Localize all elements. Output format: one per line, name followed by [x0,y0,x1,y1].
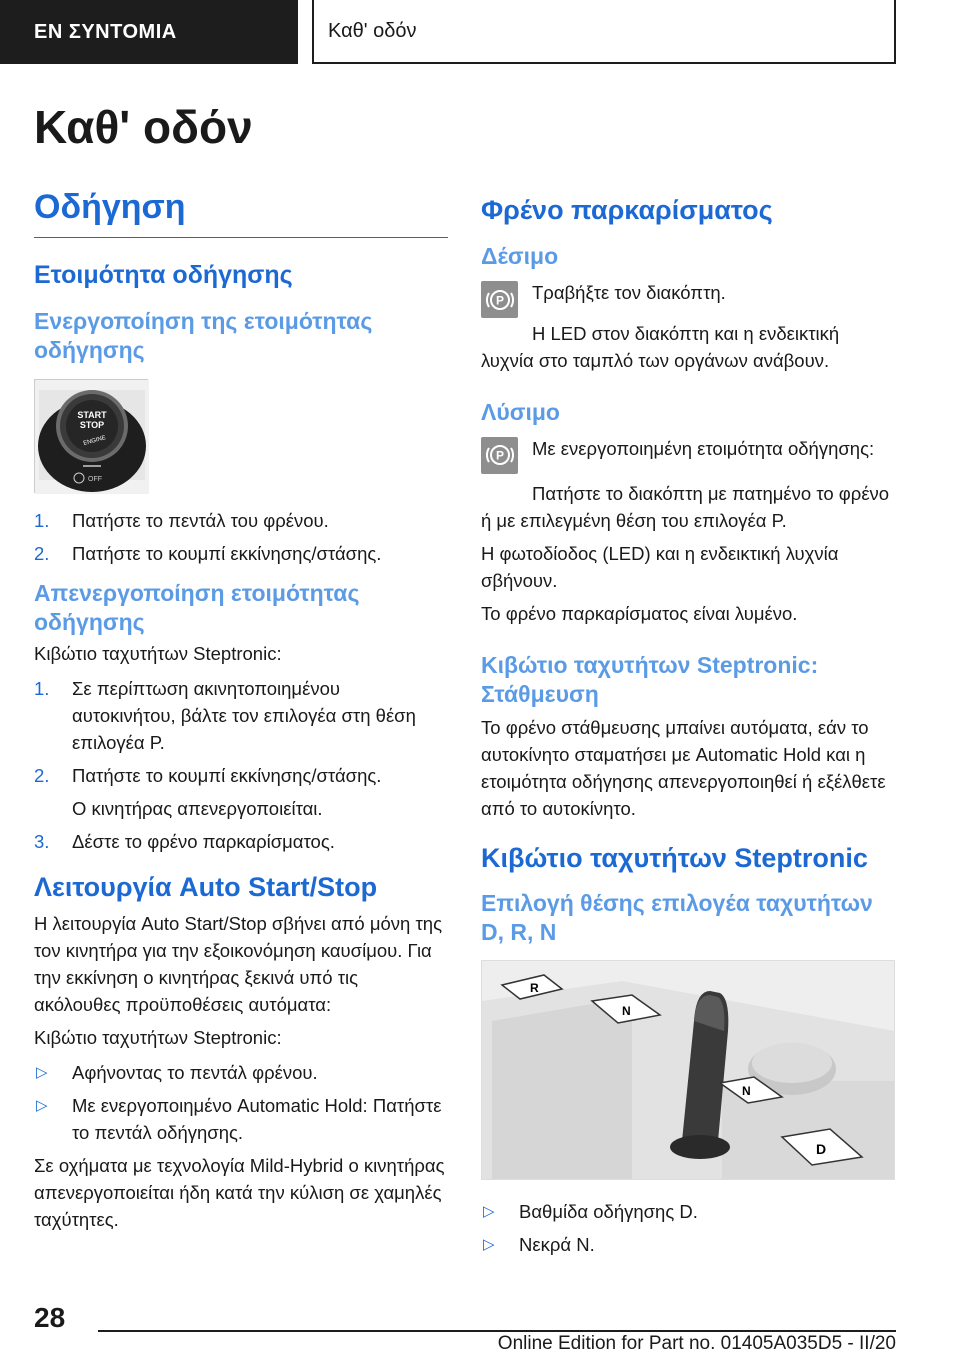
mild-hybrid-note: Σε οχήματα με τεχνολογία Mild-Hybrid ο κινητήρας απενεργοποιείται ήδη κατά την κύλιση σε χαμηλές ταχύτητες. [34,1154,445,1230]
triangle-bullet-icon: ▷ [36,1063,48,1081]
triangle-bullet-icon: ▷ [483,1203,495,1221]
heading-activate-readiness: Ενεργοποίηση της ετοιμότητας οδήγησης [34,308,373,363]
section-heading-driving: Οδήγηση [34,188,448,238]
steptronic-parking-text: Το φρένο στάθμευσης μπαίνει αυτόματα, εάν το αυτοκίνητο σταματήσει με Automatic Hold και η ετοιμότητα οδήγησης απενεργοποιηθεί ή εξέλθετε από το αυτοκίνητο. [481,717,886,820]
step-text: Δέστε το φρένο παρκαρίσματος. [72,831,335,853]
stop-label: STOP [79,419,105,430]
apply-instruction: Τραβήξτε τον διακόπτη. [532,282,726,304]
heading-deactivate-readiness: Απενεργοποίηση ετοιμότητας οδήγησης [34,579,360,635]
list-item [34,1059,448,1086]
start-label: START [77,409,107,420]
off-label: OFF [88,475,102,483]
release-state: Το φρένο παρκαρίσματος είναι λυμένο. [481,602,798,624]
footer-divider [98,1330,896,1332]
deactivate-steps [34,675,448,789]
heading-parking-brake: Φρένο παρκαρίσματος [481,195,773,225]
auto-start-conditions [34,1059,448,1146]
list-item [34,540,448,567]
release-condition: Με ενεργοποιημένη ετοιμότητα οδήγησης: [532,437,875,459]
step-number: 1. [34,509,50,531]
step-text: Πατήστε το κουμπί εκκίνησης/στάσης. [72,765,382,787]
apply-row [481,279,895,318]
page-number: 28 [34,1302,66,1333]
bullet-text: Νεκρά N. [519,1234,595,1256]
heading-apply: Δέσιμο [481,243,559,270]
deactivate-step-note: Ο κινητήρας απενεργοποιείται. [72,798,323,820]
parking-brake-icon [481,437,518,474]
gear-label-d: D [816,1141,827,1158]
gear-label-n-top: N [622,1004,631,1019]
gear-label-n-bottom: N [742,1084,751,1099]
start-stop-button-image [34,379,148,493]
left-column [34,188,448,1233]
bullet-text: Με ενεργοποιημένο Automatic Hold: Πατήστε το πεντάλ οδήγησης. [72,1094,442,1143]
release-row [481,435,895,474]
deactivate-intro: Κιβώτιο ταχυτήτων Steptronic: [34,643,282,665]
heading-auto-start-stop: Λειτουργία Auto Start/Stop [34,872,378,903]
page-title: Καθ' οδόν [34,101,253,153]
bullet-text: Αφήνοντας το πεντάλ φρένου. [72,1061,318,1083]
step-number: 3. [34,831,50,853]
step-number: 2. [34,765,50,787]
svg-text:P: P [495,448,504,463]
activate-steps [34,507,448,567]
triangle-bullet-icon: ▷ [483,1236,495,1254]
header-section-label: ΕΝ ΣΥΝΤΟΜΙΑ [34,20,177,43]
list-item [481,1231,895,1258]
heading-steptronic-parking: Κιβώτιο ταχυτήτων Steptronic: Στάθμευση [481,651,819,707]
step-text: Σε περίπτωση ακινητοποιημένου αυτοκινήτου, βάλτε τον επιλογέα στη θέση επιλογέα P. [72,678,416,754]
header-chapter-tab [312,0,896,64]
footer-edition: Online Edition for Part no. 01405A035D5 - II/20 [497,1333,896,1354]
svg-text:P: P [495,293,504,308]
right-column [481,194,895,1264]
bullet-text: Βαθμίδα οδήγησης D. [519,1201,698,1223]
deactivate-steps-cont [34,828,448,855]
gear-label-r: R [530,981,539,996]
list-item [34,828,448,855]
release-led-note: Η φωτοδίοδος (LED) και η ενδεικτική λυχνία σβήνουν. [481,542,839,591]
list-item [34,1092,448,1146]
step-number: 2. [34,542,50,564]
list-item [34,675,448,756]
heading-select-position: Επιλογή θέσης επιλογέα ταχυτήτων D, R, N [481,889,873,945]
heading-drive-readiness: Ετοιμότητα οδήγησης [34,261,293,289]
step-text: Πατήστε το κουμπί εκκίνησης/στάσης. [72,542,382,564]
triangle-bullet-icon: ▷ [36,1096,48,1114]
apply-led-note: Η LED στον διακόπτη και η ενδεικτική λυχνία στο ταμπλό των οργάνων ανάβουν. [481,323,840,372]
step-text: Πατήστε το πεντάλ του φρένου. [72,509,329,531]
heading-release: Λύσιμο [481,399,560,426]
heading-steptronic: Κιβώτιο ταχυτήτων Steptronic [481,843,868,874]
auto-start-stop-gearbox: Κιβώτιο ταχυτήτων Steptronic: [34,1026,282,1048]
list-item [34,507,448,534]
list-item [481,1198,895,1225]
header-section-tab [0,0,298,64]
engine-label: ENGINE [82,434,107,447]
step-number: 1. [34,678,50,700]
header-chapter-label: Καθ' οδόν [328,19,417,42]
auto-start-stop-text: Η λειτουργία Auto Start/Stop σβήνει από μόνη της τον κινητήρα για την εξοικονόμηση καυσίμου. Για την εκκίνηση ο κινητήρας ξεκινά υπό τις ακόλουθες προϋποθέσεις αυτόματα: [34,912,443,1015]
gear-selector-image [481,960,895,1180]
parking-brake-icon [481,281,518,318]
release-instruction: Πατήστε το διακόπτη με πατημένο το φρένο ή με επιλεγμένη θέση του επιλογέα P. [481,482,890,531]
list-item [34,762,448,789]
gear-positions-list [481,1198,895,1258]
